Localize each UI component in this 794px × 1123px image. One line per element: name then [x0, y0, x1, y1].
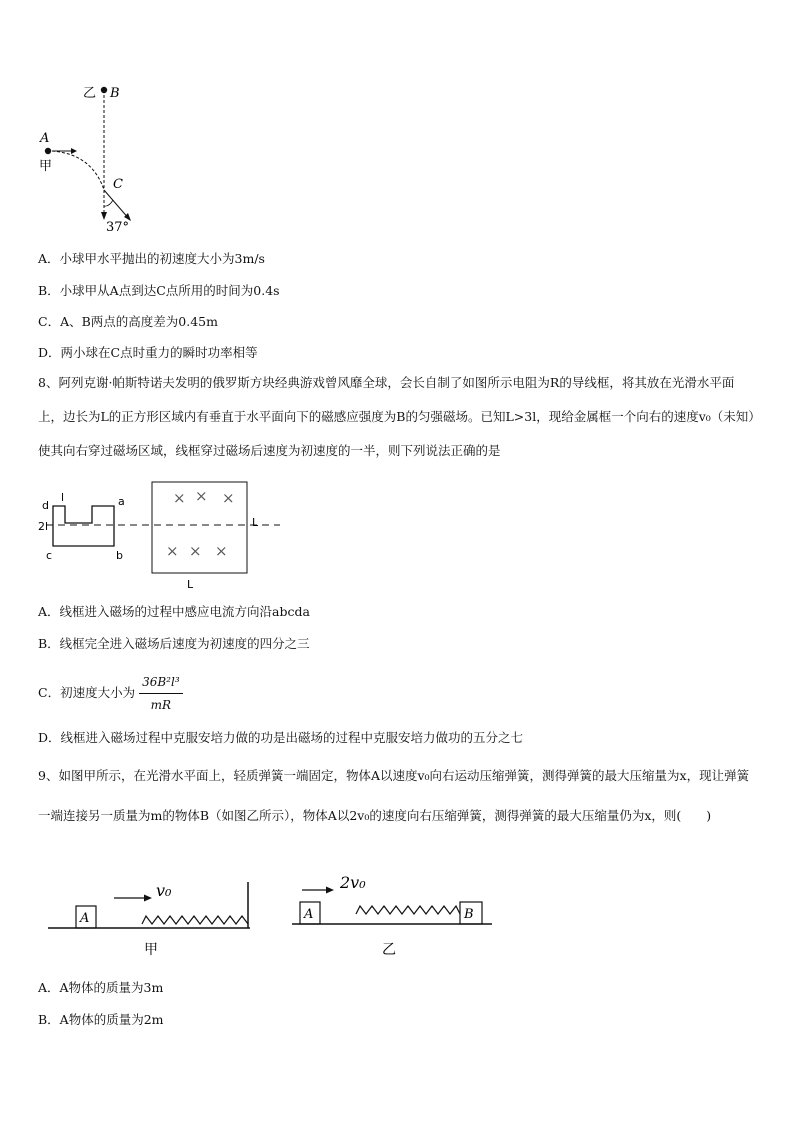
q9-yi-spring: [356, 906, 460, 914]
q8-stem: 8、阿列克谢·帕斯特诺夫发明的俄罗斯方块经典游戏曾风靡全球，会长自制了如图所示电阻为R的导线框，将其放在光滑水平面上，边长为L的正方形区域内有垂直于水平面向下的磁感应强度为B的匀强磁场。已知L>3l，现给金属框一个向右的速度v₀（未知）使其向右穿过磁场区域，线框穿过磁场后速度为初速度的一半，则下列说法正确的是: [38, 375, 755, 458]
q8-field-cross-3: ×: [222, 489, 235, 507]
q7-option-d: D．两小球在C点时重力的瞬时功率相等: [38, 345, 258, 360]
q9-yi-block-A-label: A: [304, 907, 314, 922]
q8-label-a: a: [118, 495, 125, 508]
q8-field-cross-2: ×: [195, 487, 208, 505]
q8-figure: [30, 476, 290, 594]
q7-label-C: C: [113, 177, 123, 192]
q7-label-yi: 乙: [83, 86, 97, 101]
q7-option-a: A．小球甲水平抛出的初速度大小为3m/s: [38, 251, 265, 266]
q8-label-2l: 2l: [38, 520, 49, 533]
q7-option-b: B．小球甲从A点到达C点所用的时间为0.4s: [38, 283, 280, 298]
q7-label-A: A: [40, 131, 50, 146]
q7-trajectory: [52, 151, 104, 190]
q8-field-cross-5: ×: [189, 542, 202, 560]
q9-figure: [40, 868, 510, 964]
q8-option-d: D．线框进入磁场过程中克服安培力做的功是出磁场的过程中克服安培力做功的五分之七: [38, 730, 524, 745]
q9-jia-arrow-head-icon: [144, 895, 152, 902]
q8-field-cross-6: ×: [215, 542, 228, 560]
q9-jia-spring: [142, 916, 248, 924]
q8-label-L-bottom: L: [187, 578, 194, 591]
q8-field-cross-4: ×: [166, 542, 179, 560]
q7-angle-arc: [104, 200, 113, 206]
q7-arrow-head-icon: [71, 148, 77, 154]
q8-field-cross-1: ×: [173, 489, 186, 507]
q9-yi-arrow-head-icon: [326, 887, 334, 894]
q8-label-L-right: L: [252, 516, 259, 529]
q7-point-B: [101, 87, 107, 93]
q8-label-l: l: [61, 491, 65, 504]
q9-stem: 9、如图甲所示，在光滑水平面上，轻质弹簧一端固定，物体A以速度v₀向右运动压缩弹簧，测得弹簧的最大压缩量为x，现让弹簧一端连接另一质量为m的物体B（如图乙所示），物体A以2v₀的速度向右压缩弹簧，测得弹簧的最大压缩量仍为x，则( ): [38, 768, 750, 823]
q8-label-c: c: [46, 549, 53, 562]
q9-option-b: B．A物体的质量为2m: [38, 1012, 164, 1027]
q7-label-B: B: [110, 86, 120, 101]
q8-option-c-denominator: mR: [150, 698, 172, 712]
q9-yi-caption: 乙: [382, 942, 396, 958]
q8-option-c: [38, 672, 183, 715]
q7-vertical-arrow-icon: [101, 212, 107, 220]
q8-label-d: d: [42, 499, 49, 512]
q7-angle-label: 37°: [106, 220, 130, 235]
q8-option-c-fraction: [139, 672, 183, 715]
q9-jia-block-A-label: A: [80, 911, 90, 926]
q8-label-b: b: [116, 549, 123, 562]
q9-jia-caption: 甲: [144, 942, 158, 958]
q9-yi-block-B-label: B: [464, 907, 474, 922]
q8-option-a: A．线框进入磁场的过程中感应电流方向沿abcda: [38, 604, 310, 619]
q7-option-c: C．A、B两点的高度差为0.45m: [38, 314, 218, 329]
q7-figure: [30, 78, 160, 238]
q7-label-jia: 甲: [39, 159, 53, 174]
q8-option-c-numerator: 36B²l³: [139, 672, 183, 694]
q7-point-A: [45, 148, 51, 154]
q8-option-b: B．线框完全进入磁场后速度为初速度的四分之三: [38, 636, 310, 651]
q9-jia-v0-label: v₀: [156, 881, 172, 900]
q9-yi-2v0-label: 2v₀: [340, 873, 366, 892]
q8-option-c-prefix: C．初速度大小为: [38, 685, 136, 700]
q8-wire-frame: [53, 506, 114, 546]
q9-option-a: A．A物体的质量为3m: [38, 980, 164, 995]
